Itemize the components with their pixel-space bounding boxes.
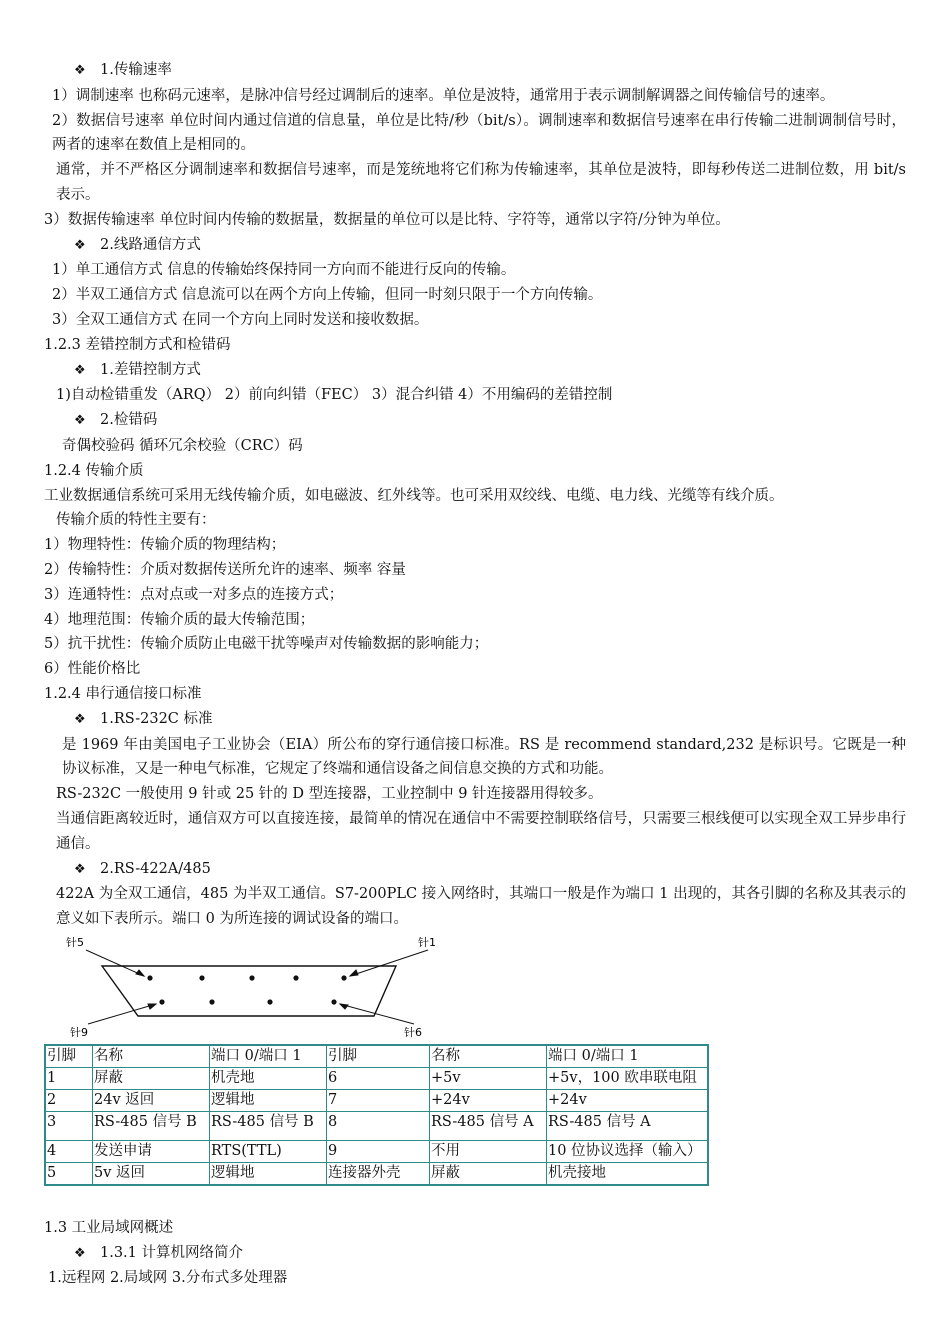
diamond-bullet-icon: ❖ — [74, 413, 86, 429]
diamond-bullet-icon: ❖ — [74, 63, 86, 78]
table-header-cell: 名称 — [430, 1045, 547, 1068]
table-row — [45, 1089, 708, 1111]
text-line: 1）单工通信方式 信息的传输始终保持同一方向而不能进行反向的传输。 — [52, 262, 516, 279]
table-header-cell: 名称 — [93, 1045, 210, 1068]
table-row — [45, 1111, 708, 1140]
table-cell: 10 位协议选择（输入） — [547, 1140, 709, 1162]
table-cell: 5v 返回 — [93, 1162, 210, 1185]
bullet-heading — [44, 707, 906, 733]
bullet-heading — [44, 1241, 906, 1267]
paragraph: 1）调制速率 也称码元速率，是脉冲信号经过调制后的速率。单位是波特，通常用于表示调制解调器之间传输信号的速率。 — [52, 87, 835, 104]
paragraph: 通常，并不严格区分调制速率和数据信号速率，而是笼统地将它们称为传输速率，其单位是波特，即每秒传送二进制位数，用 bit/s 表示。 — [56, 162, 906, 203]
table-cell: RS-485 信号 A — [430, 1111, 547, 1140]
bullet-heading — [44, 358, 906, 384]
bullet-heading — [44, 408, 906, 434]
table-header-cell: 端口 0/端口 1 — [547, 1045, 709, 1068]
table-cell: 8 — [327, 1111, 430, 1140]
table-cell: 不用 — [430, 1140, 547, 1162]
text-line: 工业数据通信系统可采用无线传输介质，如电磁波、红外线等。也可采用双绞线、电缆、电力线、光缆等有线介质。 — [44, 487, 784, 504]
table-cell: 机壳地 — [210, 1067, 327, 1089]
pin5-label: 针5 — [66, 935, 84, 949]
table-cell: +24v — [430, 1089, 547, 1111]
diamond-bullet-icon: ❖ — [74, 861, 86, 877]
bullet-heading — [44, 857, 906, 883]
table-cell: 屏蔽 — [93, 1067, 210, 1089]
table-cell: RS-485 信号 B — [93, 1111, 210, 1140]
diamond-bullet-icon: ❖ — [74, 362, 86, 378]
pin-leader-lines — [86, 950, 428, 1024]
db9-connector-diagram — [58, 936, 478, 1040]
bullet-heading-text: 2.检错码 — [100, 412, 158, 429]
table-cell: +5v — [430, 1067, 547, 1089]
text-line: 1)自动检错重发（ARQ） 2）前向纠错（FEC） 3）混合纠错 4）不用编码的差错控制 — [56, 387, 613, 404]
paragraph: 422A 为全双工通信，485 为半双工通信。S7-200PLC 接入网络时，其端口一般是作为端口 1 出现的，其各引脚的名称及其表示的意义如下表所示。端口 0 为所连接的调试设备的端口。 — [56, 886, 906, 928]
text-line: 1）物理特性：传输介质的物理结构； — [44, 537, 286, 554]
pin9-label: 针9 — [70, 1025, 88, 1039]
connector-pins — [147, 975, 346, 1004]
table-cell: 机壳接地 — [547, 1162, 709, 1185]
text-line: 奇偶校验码 循环冗余校验（CRC）码 — [62, 437, 303, 454]
diamond-bullet-icon: ❖ — [74, 711, 86, 727]
paragraph: 当通信距离较近时，通信双方可以直接连接，最简单的情况在通信中不需要控制联络信号，只需要三根线便可以实现全双工异步串行通信。 — [56, 810, 906, 852]
text-line: 4）地理范围：传输介质的最大传输范围； — [44, 611, 315, 628]
text-line: 6）性能价格比 — [44, 661, 141, 678]
bullet-heading-text: 1.3.1 计算机网络简介 — [100, 1244, 244, 1261]
table-cell: +5v，100 欧串联电阻 — [547, 1067, 709, 1089]
text-line: RS-232C 一般使用 9 针或 25 针的 D 型连接器，工业控制中 9 针连接器用得较多。 — [56, 786, 603, 803]
table-cell: 连接器外壳 — [327, 1162, 430, 1185]
bullet-heading-text: 2.线路通信方式 — [100, 236, 201, 253]
bullet-heading — [44, 58, 906, 84]
table-header-cell: 引脚 — [327, 1045, 430, 1068]
table-cell: 发送申请 — [93, 1140, 210, 1162]
text-line: 1.2.4 传输介质 — [44, 462, 144, 479]
table-header-cell: 端口 0/端口 1 — [210, 1045, 327, 1068]
bullet-heading-text: 2.RS-422A/485 — [100, 860, 211, 877]
body-text-top — [44, 58, 906, 932]
table-header-cell: 引脚 — [45, 1045, 93, 1068]
text-line: 3）连通特性：点对点或一对多点的连接方式； — [44, 586, 344, 603]
table-cell: 屏蔽 — [430, 1162, 547, 1185]
pin6-label: 针6 — [404, 1025, 422, 1039]
pin1-label: 针1 — [418, 935, 436, 949]
diamond-bullet-icon: ❖ — [74, 1245, 86, 1261]
text-line: 5）抗干扰性：传输介质防止电磁干扰等噪声对传输数据的影响能力； — [44, 636, 489, 653]
text-line: 3）数据传输速率 单位时间内传输的数据量，数据量的单位可以是比特、字符等，通常以字符/分钟为单位。 — [44, 211, 730, 228]
table-header-row — [45, 1045, 708, 1068]
text-line: 1.2.3 差错控制方式和检错码 — [44, 336, 231, 353]
table-cell: +24v — [547, 1089, 709, 1111]
table-cell: 5 — [45, 1162, 93, 1185]
table-cell: RS-485 信号 A — [547, 1111, 709, 1140]
bullet-heading-text: 1.RS-232C 标准 — [100, 710, 213, 727]
table-cell: RTS(TTL) — [210, 1140, 327, 1162]
table-cell: RS-485 信号 B — [210, 1111, 327, 1140]
bullet-heading-text: 1.差错控制方式 — [100, 361, 201, 378]
table-cell: 逻辑地 — [210, 1089, 327, 1111]
table-row — [45, 1140, 708, 1162]
table-cell: 逻辑地 — [210, 1162, 327, 1185]
text-line: 1.2.4 串行通信接口标准 — [44, 685, 202, 702]
bullet-heading — [44, 233, 906, 259]
text-line: 传输介质的特性主要有： — [56, 512, 216, 529]
pin-definition-table — [44, 1044, 709, 1186]
table-cell: 2 — [45, 1089, 93, 1111]
table-cell: 24v 返回 — [93, 1089, 210, 1111]
table-row — [45, 1162, 708, 1185]
text-line: 1.3 工业局域网概述 — [44, 1219, 174, 1236]
document-page — [44, 58, 906, 1291]
body-text-bottom — [44, 1216, 906, 1291]
diamond-bullet-icon: ❖ — [74, 237, 86, 253]
bullet-heading-text: 1.传输速率 — [100, 62, 172, 78]
table-cell: 3 — [45, 1111, 93, 1140]
table-cell: 4 — [45, 1140, 93, 1162]
table-cell: 6 — [327, 1067, 430, 1089]
text-line: 2）半双工通信方式 信息流可以在两个方向上传输，但同一时刻只限于一个方向传输。 — [52, 287, 603, 304]
table-row — [45, 1067, 708, 1089]
table-cell: 1 — [45, 1067, 93, 1089]
table-cell: 9 — [327, 1140, 430, 1162]
text-line: 1.远程网 2.局域网 3.分布式多处理器 — [48, 1270, 288, 1287]
paragraph: 是 1969 年由美国电子工业协会（EIA）所公布的穿行通信接口标准。RS 是 recommend standard,232 是标识号。它既是一种协议标准，又是一种电气标准，它规定了终端和通信设备之间信息交换的方式和功能。 — [62, 736, 906, 778]
text-line: 2）传输特性：介质对数据传送所允许的速率、频率 容量 — [44, 561, 406, 578]
table-cell: 7 — [327, 1089, 430, 1111]
spacer — [44, 1186, 906, 1216]
paragraph: 2）数据信号速率 单位时间内通过信道的信息量，单位是比特/秒（bit/s）。调制速率和数据信号速率在串行传输二进制调制信号时，两者的速率在数值上是相同的。 — [52, 112, 906, 154]
text-line: 3）全双工通信方式 在同一个方向上同时发送和接收数据。 — [52, 311, 429, 328]
